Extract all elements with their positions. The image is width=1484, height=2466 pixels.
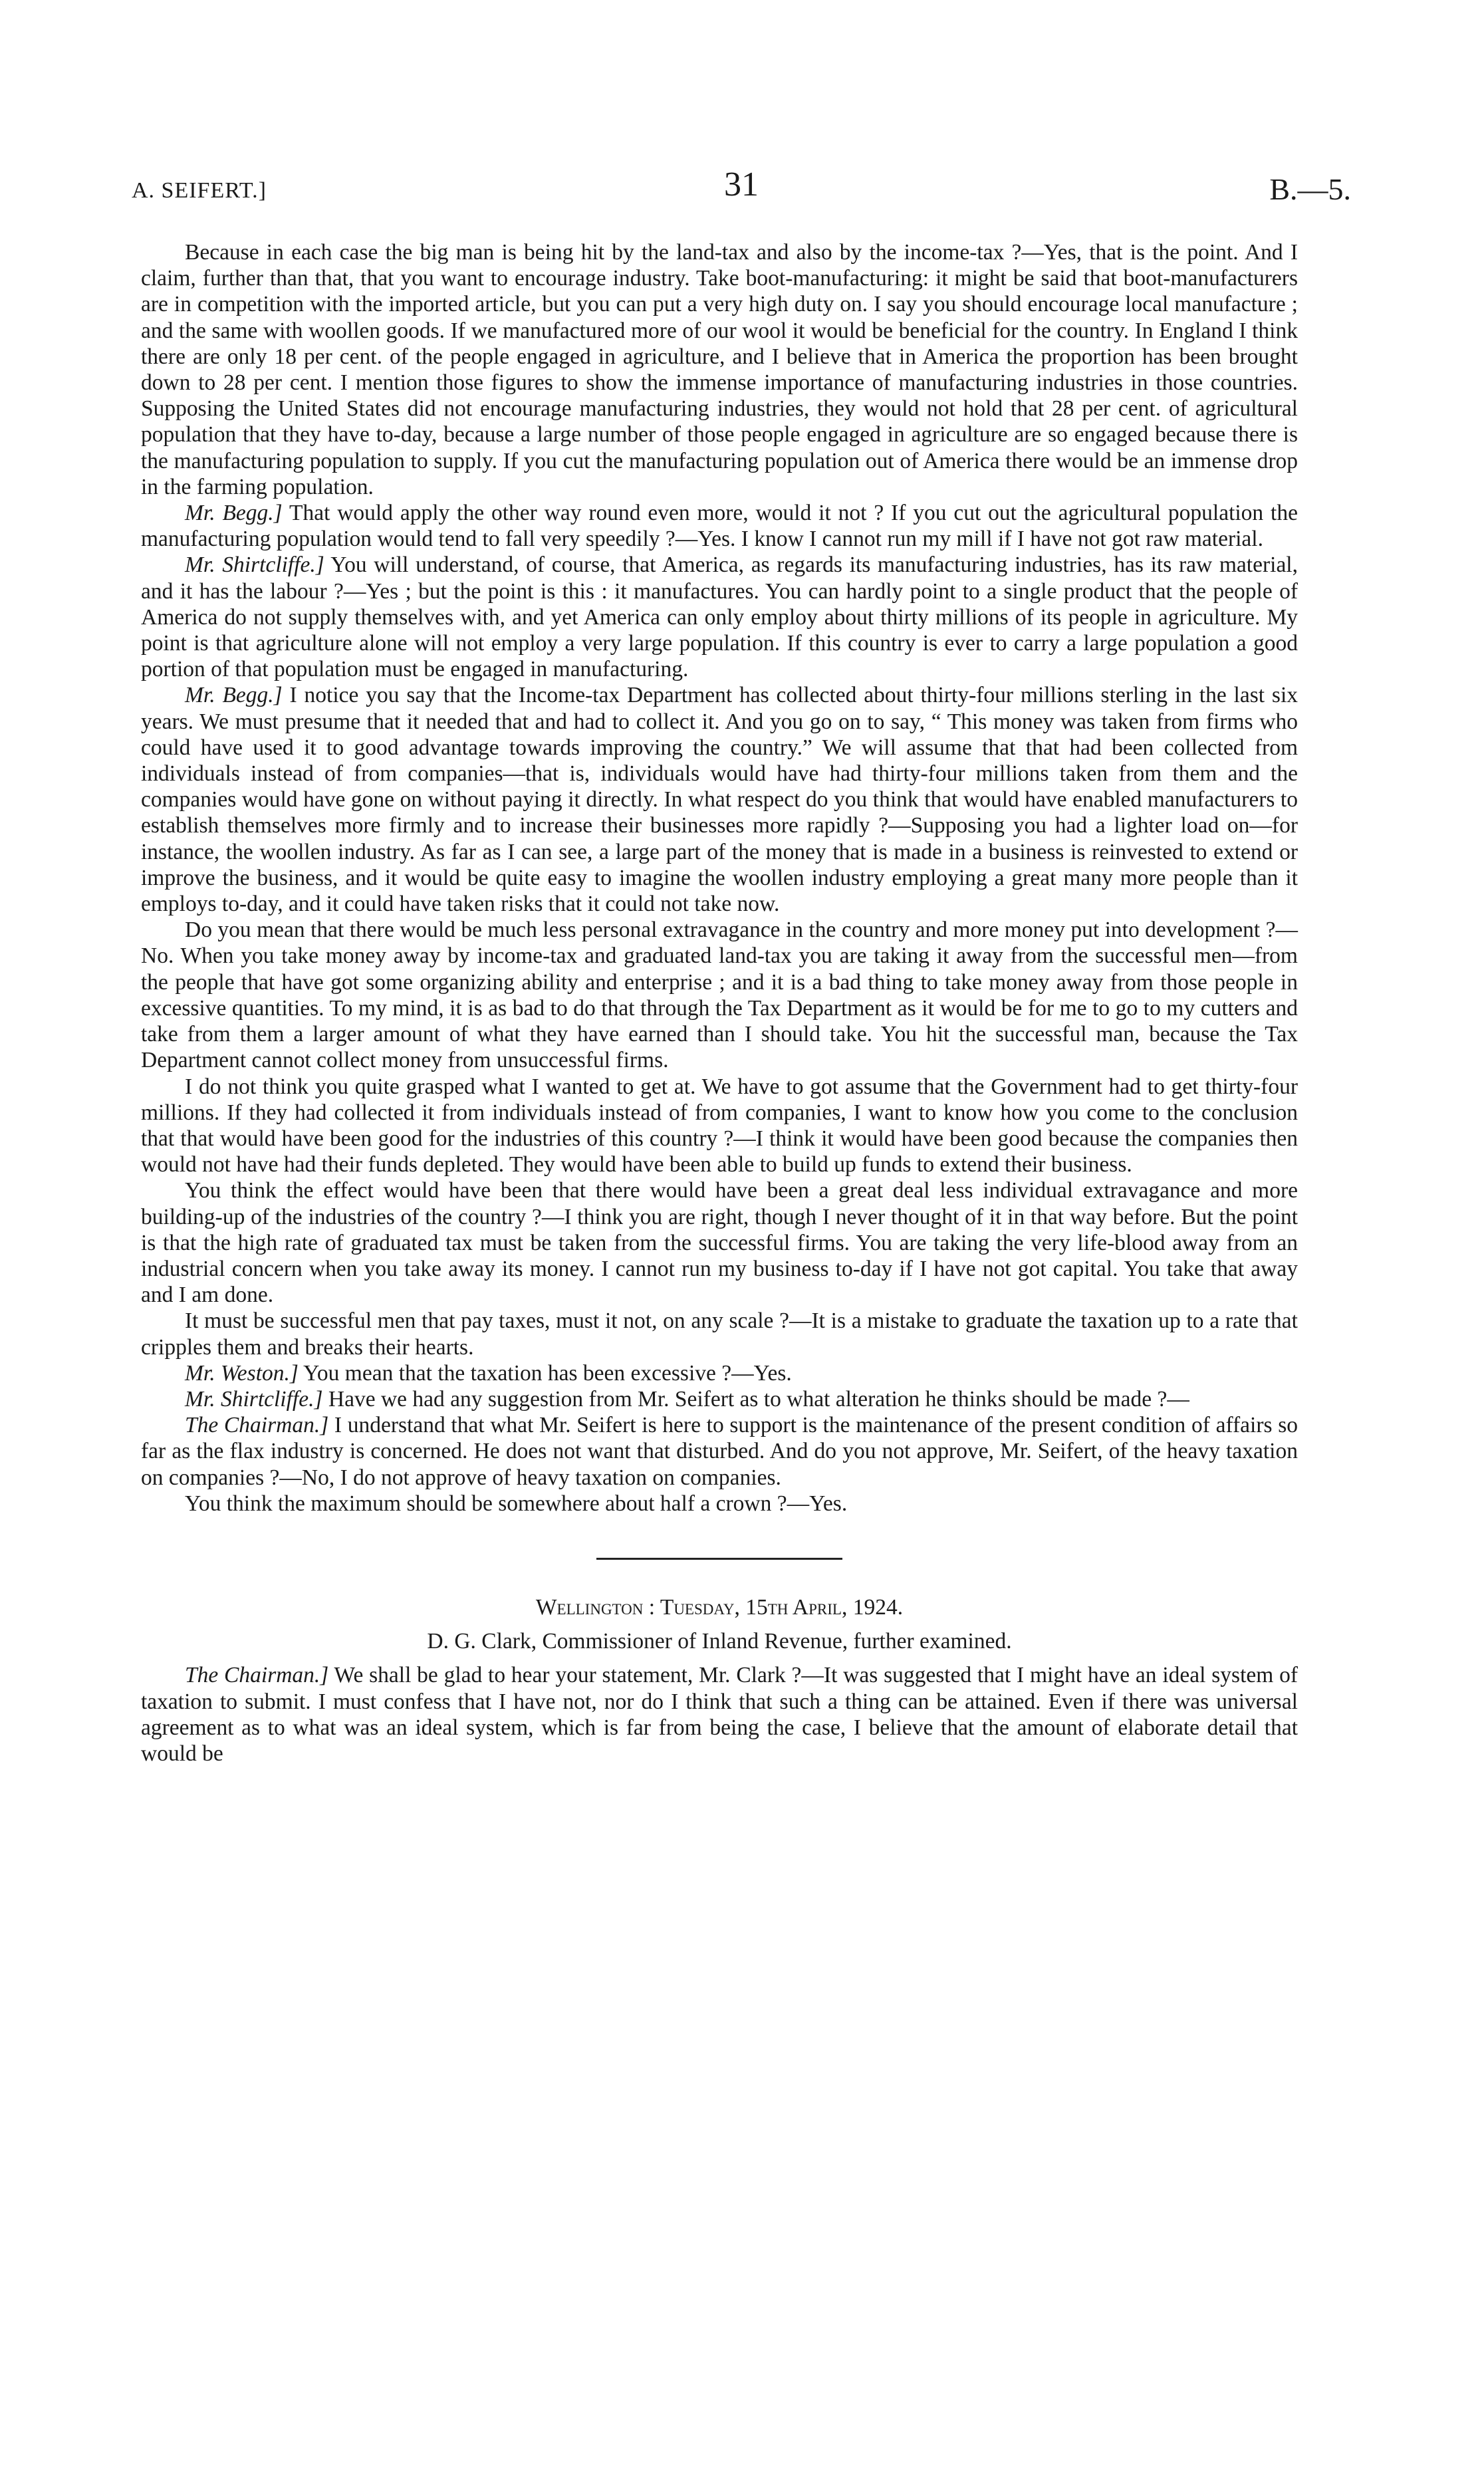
transcript-paragraph <box>141 1308 1298 1360</box>
paragraph-text: Do you mean that there would be much less personal extravagance in the country and more money put into development ?—No. When you take money away by income-tax and graduated land-tax you are taking it away from the successful men—from the people that have got some organizing ability and enterprise ; and it is a bad thing to take money away from those people in excessive quantities. To my mind, it is as bad to do that through the Tax Department as it would be for me to go to my cutters and take from them a larger amount of what they have earned than I should take. You hit the successful man, because the Tax Department cannot collect money from unsuccessful firms. <box>141 918 1298 1073</box>
transcript-paragraph <box>141 552 1298 682</box>
paragraph-text: Have we had any suggestion from Mr. Seifert as to what alteration he thinks should be made ?— <box>322 1386 1189 1412</box>
session-date-line: Wellington : Tuesday, 15th April, 1924. <box>535 1594 904 1620</box>
transcript-paragraph <box>141 1177 1298 1308</box>
transcript-paragraph <box>141 917 1298 1073</box>
transcript-paragraph <box>141 1491 1298 1517</box>
page-header <box>132 165 1351 218</box>
paragraph-text: You will understand, of course, that America, as regards its manufacturing industries, has its raw material, and it has the labour ?—Yes ; but the point is this : it manufactures. You can hardly point to a single product that the people of America do not supply themselves with, and yet America can only employ about thirty millions of its people in agriculture. My point is that agriculture alone will not employ a very large population. If this country is ever to carry a large population a good portion of that population must be engaged in manufacturing. <box>141 553 1298 682</box>
speaker-label: Mr. Weston.] <box>185 1360 299 1386</box>
paragraph-text: You think the maximum should be somewhere about half a crown ?—Yes. <box>185 1491 848 1516</box>
paragraph-text: That would apply the other way round even more, would it not ? If you cut out the agricultural population the manufacturing population would tend to fall very speedily ?—Yes. I know I cannot run my mill if I have not got raw material. <box>141 501 1298 552</box>
paragraph-text: It must be successful men that pay taxes, must it not, on any scale ?—It is a mistake to graduate the taxation up to a rate that cripples them and breaks their hearts. <box>141 1308 1298 1360</box>
document-reference: B.—5. <box>1269 172 1351 206</box>
transcript-paragraph <box>141 1412 1298 1491</box>
witness-header: A. SEIFERT.] <box>132 178 267 203</box>
section-divider <box>596 1558 842 1560</box>
transcript-section-seifert <box>141 239 1298 1517</box>
transcript-paragraph <box>141 1074 1298 1178</box>
transcript-section-clark <box>141 1662 1298 1767</box>
speaker-label: Mr. Begg.] <box>185 683 283 708</box>
transcript-paragraph <box>141 1662 1298 1767</box>
page-number: 31 <box>724 166 759 203</box>
transcript-paragraph <box>141 1360 1298 1386</box>
speaker-label: Mr. Shirtcliffe.] <box>185 1386 323 1412</box>
paragraph-text: You think the effect would have been that there would have been a great deal less individual extravagance and more building-up of the industries of the country ?—I think you are right, though I never thought of it in that way before. But the point is that the high rate of graduated tax must be taken from the successful firms. You are taking the very life-blood away from an industrial concern when you take away its money. I cannot run my business to-day if I have not got capital. You take that away and I am done. <box>141 1178 1298 1308</box>
speaker-label: Mr. Shirtcliffe.] <box>185 553 324 578</box>
paragraph-text: You mean that the taxation has been excessive ?—Yes. <box>298 1360 792 1386</box>
speaker-label: The Chairman.] <box>185 1413 329 1438</box>
paragraph-text: I understand that what Mr. Seifert is here to support is the maintenance of the present condition of affairs so far as the flax industry is concerned. He does not want that disturbed. And do you not approve, Mr. Seifert, of the heavy taxation on companies ?—No, I do not approve of heavy taxation on companies. <box>141 1413 1298 1490</box>
paragraph-text: I do not think you quite grasped what I wanted to get at. We have to got assume that the Government had to get thirty-four millions. If they had collected it from individuals instead of from companies, I want to know how you come to the conclusion that that would have been good for the industries of this country ?—I think it would have been good because the companies then would not have had their funds depleted. They would have been able to build up funds to extend their business. <box>141 1074 1298 1177</box>
paragraph-text: I notice you say that the Income-tax Department has collected about thirty-four millions sterling in the last six years. We must presume that it needed that and had to collect it. And you go on to say, “ This money was taken from firms who could have used it to good advantage towards improving the country.” We will assume that that had been collected from individuals instead of from companies—that is, individuals would have had thirty-four millions taken from them and the companies would have gone on without paying it directly. In what respect do you think that would have enabled manufacturers to establish themselves more firmly and to increase their businesses more rapidly ?—Supposing you had a lighter load on—for instance, the woollen industry. As far as I can see, a large part of the money that is made in a business is reinvested to extend or improve the business, and it would be quite easy to imagine the woollen industry employing a great many more people than it employs to-day, and it could have taken risks that it could not take now. <box>141 683 1298 917</box>
speaker-label: Mr. Begg.] <box>185 501 283 526</box>
transcript-paragraph <box>141 239 1298 500</box>
transcript-paragraph <box>141 1386 1298 1412</box>
transcript-body <box>141 239 1298 1767</box>
witness-line: D. G. Clark, Commissioner of Inland Revenue, further examined. <box>427 1629 1012 1654</box>
speaker-label: The Chairman.] <box>185 1663 329 1688</box>
transcript-paragraph <box>141 500 1298 552</box>
transcript-paragraph <box>141 682 1298 917</box>
paragraph-text: We shall be glad to hear your statement, Mr. Clark ?—It was suggested that I might have an ideal system of taxation to submit. I must confess that I have not, nor do I think that such a thing can be attained. Even if there was universal agreement as to what was an ideal system, which is far from being the case, I believe that the amount of elaborate detail that would be <box>141 1663 1298 1766</box>
paragraph-text: Because in each case the big man is being hit by the land-tax and also by the income-tax ?—Yes, that is the point. And I claim, further than that, that you want to encourage industry. Take boot-manufacturing: it might be said that boot-manufacturers are in competition with the imported article, but you can put a very high duty on. I say you should encourage local manufacture ; and the same with woollen goods. If we manufactured more of our wool it would be beneficial for the country. In England I think there are only 18 per cent. of the people engaged in agriculture, and I believe that in America the proportion has been brought down to 28 per cent. I mention those figures to show the immense importance of manufacturing industries in those countries. Supposing the United States did not encourage manufacturing industries, they would not hold that 28 per cent. of agricultural population that they have to-day, because a large number of those people engaged in agriculture are so engaged because there is the manufacturing population to supply. If you cut the manufacturing population out of America there would be an immense drop in the farming population. <box>141 240 1298 499</box>
